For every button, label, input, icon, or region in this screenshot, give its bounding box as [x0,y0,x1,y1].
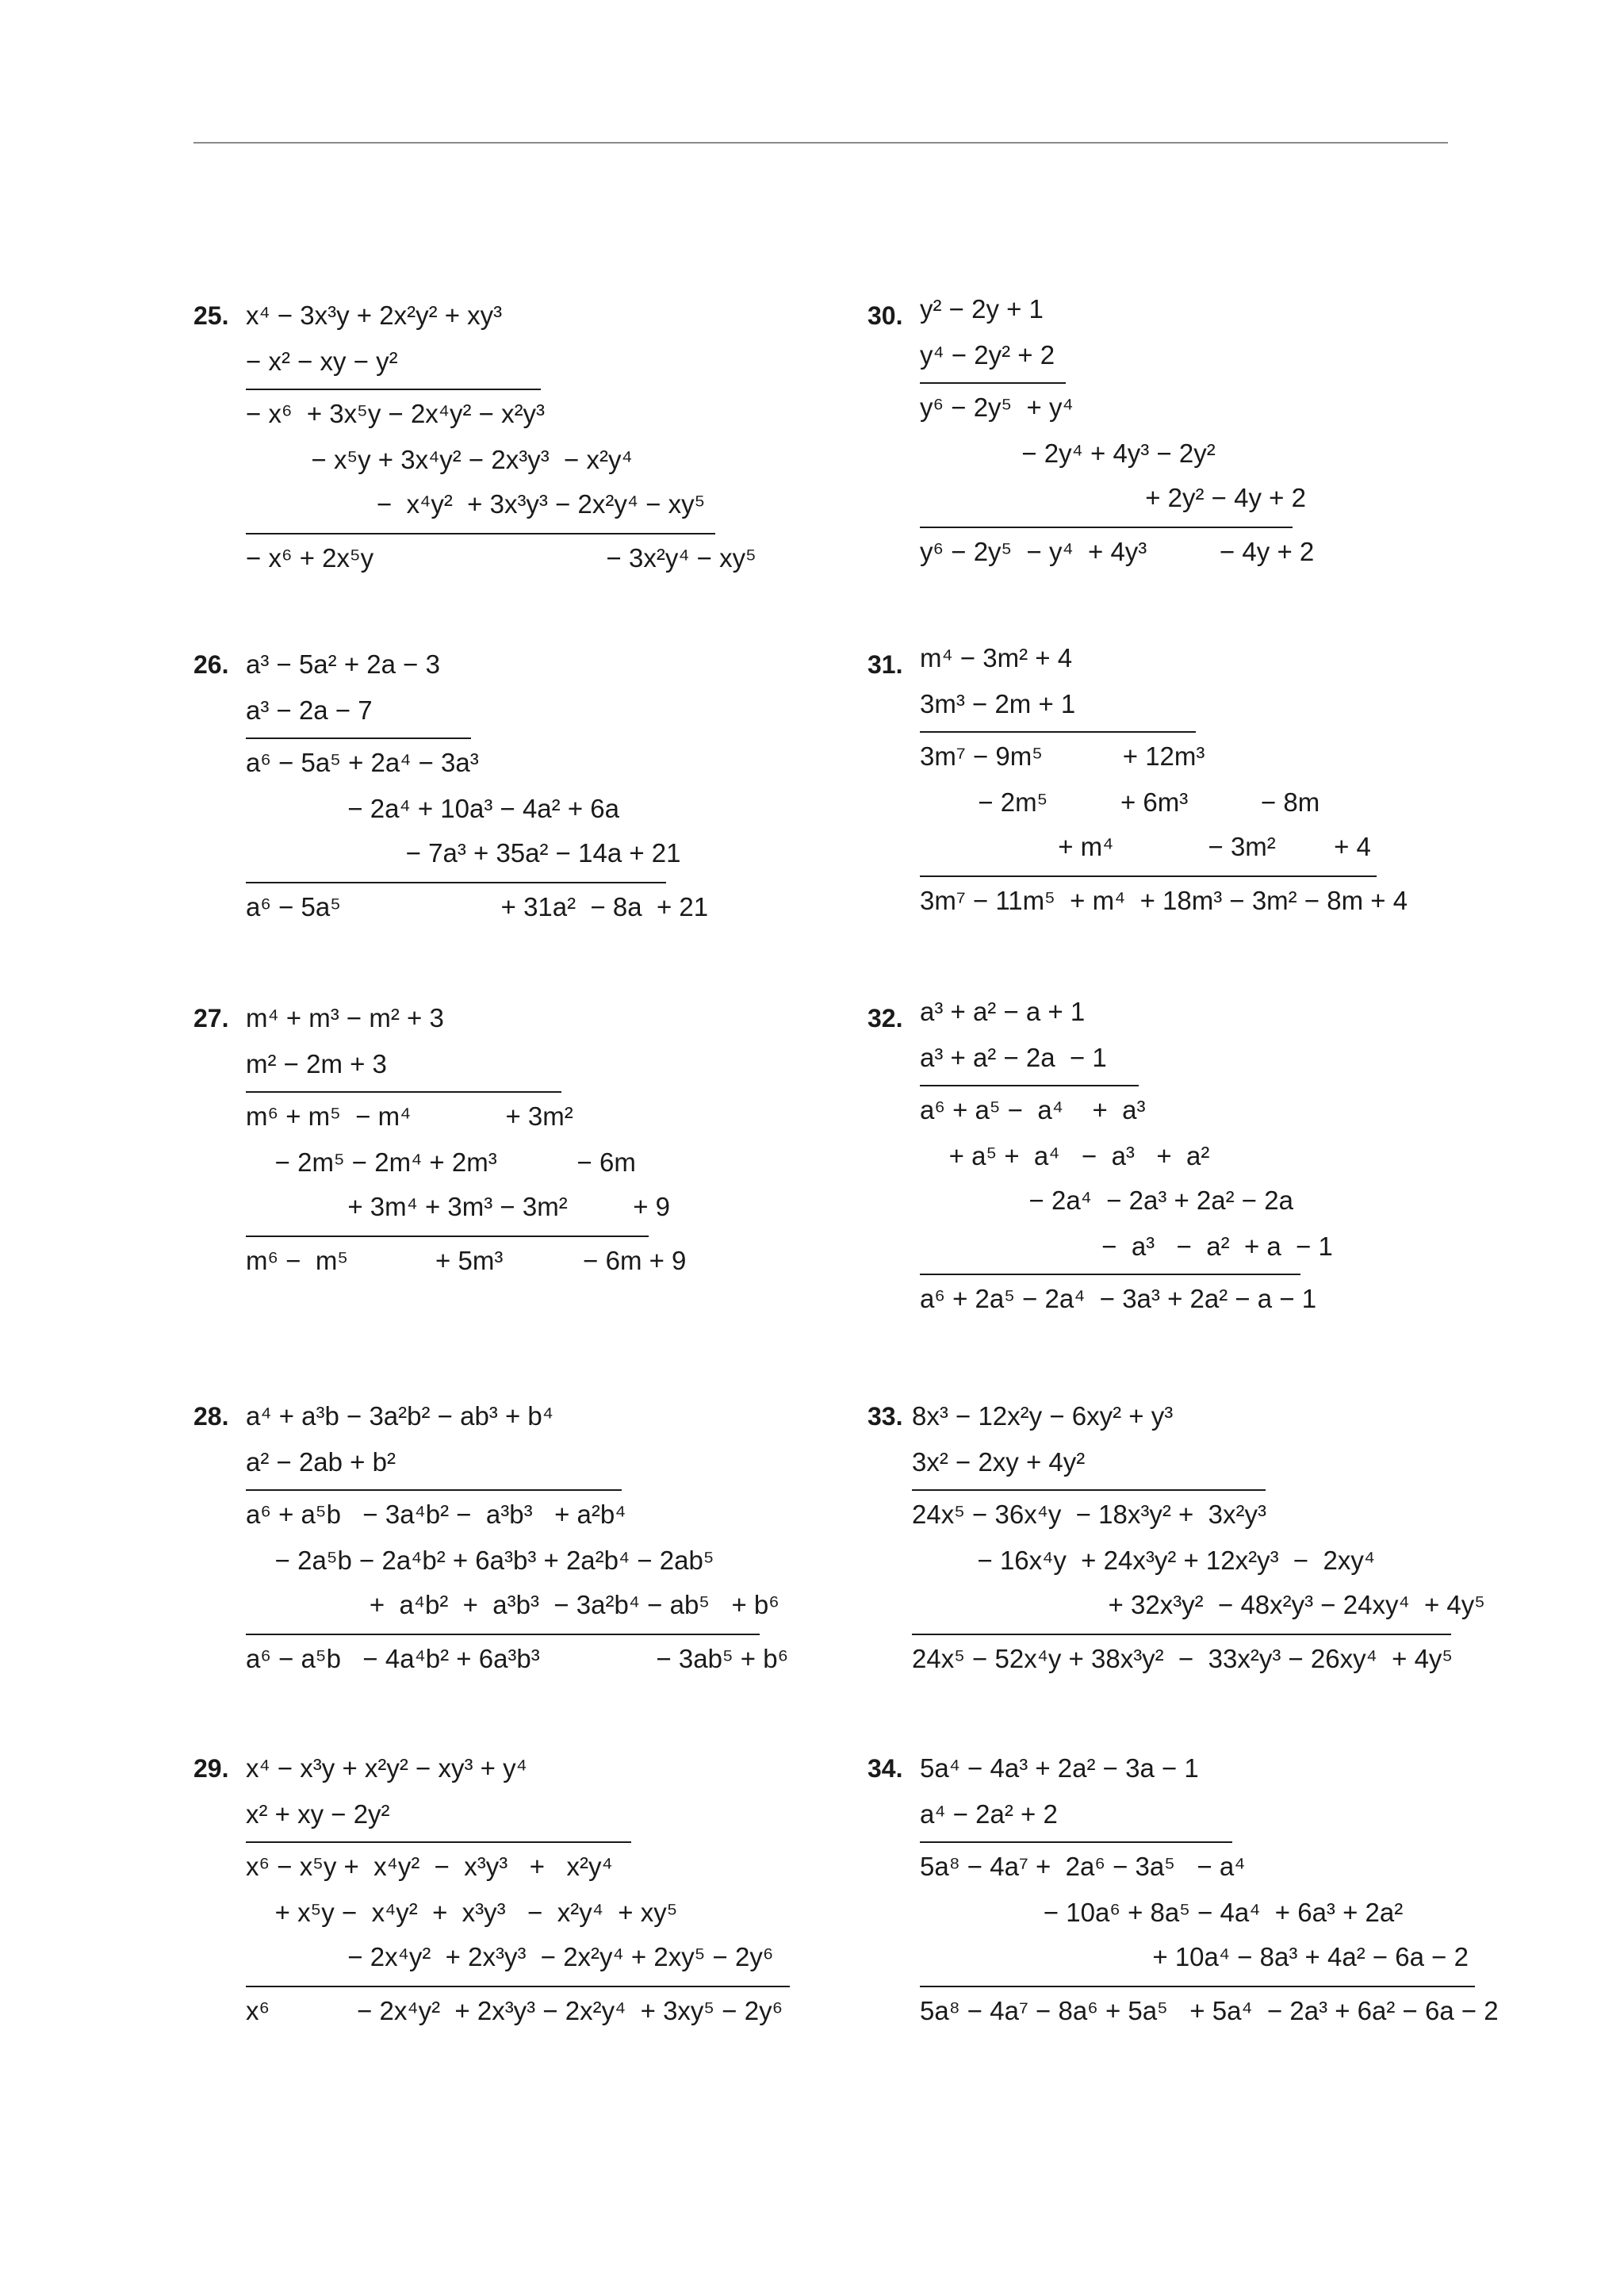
multiplicand: 5a⁴ − 4a³ + 2a² − 3a − 1 [920,1753,1199,1783]
partial-product-1: a⁶ + a⁵b − 3a⁴b² − a³b³ + a²b⁴ [246,1500,626,1529]
multiplicand: y² − 2y + 1 [920,294,1044,324]
rule [920,382,1066,384]
partial-product-1: a⁶ − 5a⁵ + 2a⁴ − 3a³ [246,748,479,777]
multiplicand: m⁴ − 3m² + 4 [920,643,1073,672]
partial-product-2: + x⁵y − x⁴y² + x³y³ − x²y⁴ + xy⁵ [246,1898,678,1927]
product: a⁶ − a⁵b − 4a⁴b² + 6a³b³ − 3ab⁵ + b⁶ [246,1644,789,1673]
rule [912,1489,1266,1491]
partial-product-1: 3m⁷ − 9m⁵ + 12m³ [920,741,1205,771]
rule [920,1085,1139,1086]
rule [246,389,541,390]
rule [246,533,715,534]
partial-product-3: + m⁴ − 3m² + 4 [920,832,1371,861]
problem-number: 25. [193,301,229,330]
rule [246,1091,561,1093]
partial-product-2: − 2m⁵ − 2m⁴ + 2m³ − 6m [246,1147,636,1177]
problem-number: 26. [193,650,229,679]
partial-product-1: x⁶ − x⁵y + x⁴y² − x³y³ + x²y⁴ [246,1852,613,1881]
multiplicand: a³ + a² − a + 1 [920,997,1086,1026]
multiplicand: 8x³ − 12x²y − 6xy² + y³ [912,1401,1174,1431]
partial-product-3: − 2x⁴y² + 2x³y³ − 2x²y⁴ + 2xy⁵ − 2y⁶ [246,1942,774,1971]
rule [246,882,666,883]
multiplier: a² − 2ab + b² [246,1447,396,1477]
product: 3m⁷ − 11m⁵ + m⁴ + 18m³ − 3m² − 8m + 4 [920,886,1408,915]
multiplicand: x⁴ − x³y + x²y² − xy³ + y⁴ [246,1753,527,1783]
product: − x⁶ + 2x⁵y − 3x²y⁴ − xy⁵ [246,543,756,573]
problem-number: 30. [868,301,903,330]
rule [920,527,1293,528]
problem-number: 32. [868,1004,903,1032]
product: m⁶ − m⁵ + 5m³ − 6m + 9 [246,1246,687,1275]
partial-product-1: 5a⁸ − 4a⁷ + 2a⁶ − 3a⁵ − a⁴ [920,1852,1246,1881]
partial-product-3: + 10a⁴ − 8a³ + 4a² − 6a − 2 [920,1942,1469,1971]
multiplier: a⁴ − 2a² + 2 [920,1799,1058,1829]
rule [920,1986,1475,1987]
problem-number: 34. [868,1754,903,1783]
multiplier: a³ + a² − 2a − 1 [920,1043,1107,1072]
product: y⁶ − 2y⁵ − y⁴ + 4y³ − 4y + 2 [920,537,1315,566]
product: 5a⁸ − 4a⁷ − 8a⁶ + 5a⁵ + 5a⁴ − 2a³ + 6a² − 6a − 2 [920,1996,1499,2025]
partial-product-3: + 3m⁴ + 3m³ − 3m² + 9 [246,1192,671,1221]
rule [920,875,1377,877]
problem-number: 33. [868,1402,903,1431]
problem-number: 31. [868,650,903,679]
top-rule [193,142,1448,144]
partial-product-3: − x⁴y² + 3x³y³ − 2x²y⁴ − xy⁵ [246,489,706,519]
rule [920,1274,1300,1275]
multiplier: a³ − 2a − 7 [246,695,373,725]
multiplier: x² + xy − 2y² [246,1799,390,1829]
product: a⁶ + 2a⁵ − 2a⁴ − 3a³ + 2a² − a − 1 [920,1284,1317,1313]
partial-product-4: − a³ − a² + a − 1 [920,1232,1333,1261]
multiplicand: m⁴ + m³ − m² + 3 [246,1003,444,1032]
partial-product-2: + a⁵ + a⁴ − a³ + a² [920,1141,1210,1170]
partial-product-2: − 2a⁴ + 10a³ − 4a² + 6a [246,794,619,823]
rule [246,1634,760,1635]
problem-number: 28. [193,1402,229,1431]
product: 24x⁵ − 52x⁴y + 38x³y² − 33x²y³ − 26xy⁴ + 4y⁵ [912,1644,1454,1673]
partial-product-3: + 32x³y² − 48x²y³ − 24xy⁴ + 4y⁵ [912,1590,1485,1619]
rule [246,737,471,739]
partial-product-3: − 7a³ + 35a² − 14a + 21 [246,838,681,868]
partial-product-2: − 10a⁶ + 8a⁵ − 4a⁴ + 6a³ + 2a² [920,1898,1404,1927]
partial-product-3: + 2y² − 4y + 2 [920,483,1306,512]
multiplier: 3m³ − 2m + 1 [920,689,1076,718]
partial-product-1: 24x⁵ − 36x⁴y − 18x³y² + 3x²y³ [912,1500,1266,1529]
multiplicand: a³ − 5a² + 2a − 3 [246,649,440,679]
problem-number: 29. [193,1754,229,1783]
partial-product-2: − 2m⁵ + 6m³ − 8m [920,787,1320,817]
partial-product-1: − x⁶ + 3x⁵y − 2x⁴y² − x²y³ [246,399,546,428]
partial-product-2: − x⁵y + 3x⁴y² − 2x³y³ − x²y⁴ [246,445,633,474]
rule [246,1986,790,1987]
rule [246,1236,649,1237]
multiplier: − x² − xy − y² [246,347,398,376]
multiplier: m² − 2m + 3 [246,1049,387,1078]
problem-number: 27. [193,1004,229,1032]
partial-product-1: m⁶ + m⁵ − m⁴ + 3m² [246,1101,573,1131]
product: a⁶ − 5a⁵ + 31a² − 8a + 21 [246,892,709,921]
partial-product-1: y⁶ − 2y⁵ + y⁴ [920,393,1074,422]
rule [912,1634,1451,1635]
partial-product-3: − 2a⁴ − 2a³ + 2a² − 2a [920,1186,1293,1215]
rule [246,1489,622,1491]
rule [246,1841,631,1843]
multiplier: y⁴ − 2y² + 2 [920,340,1055,370]
multiplicand: x⁴ − 3x³y + 2x²y² + xy³ [246,301,503,330]
partial-product-2: − 2y⁴ + 4y³ − 2y² [920,439,1216,468]
partial-product-2: − 16x⁴y + 24x³y² + 12x²y³ − 2xy⁴ [912,1546,1376,1575]
partial-product-2: − 2a⁵b − 2a⁴b² + 6a³b³ + 2a²b⁴ − 2ab⁵ [246,1546,714,1575]
multiplier: 3x² − 2xy + 4y² [912,1447,1086,1477]
product: x⁶ − 2x⁴y² + 2x³y³ − 2x²y⁴ + 3xy⁵ − 2y⁶ [246,1996,783,2025]
partial-product-3: + a⁴b² + a³b³ − 3a²b⁴ − ab⁵ + b⁶ [246,1590,779,1619]
partial-product-1: a⁶ + a⁵ − a⁴ + a³ [920,1095,1146,1124]
rule [920,1841,1232,1843]
multiplicand: a⁴ + a³b − 3a²b² − ab³ + b⁴ [246,1401,553,1431]
rule [920,731,1196,733]
